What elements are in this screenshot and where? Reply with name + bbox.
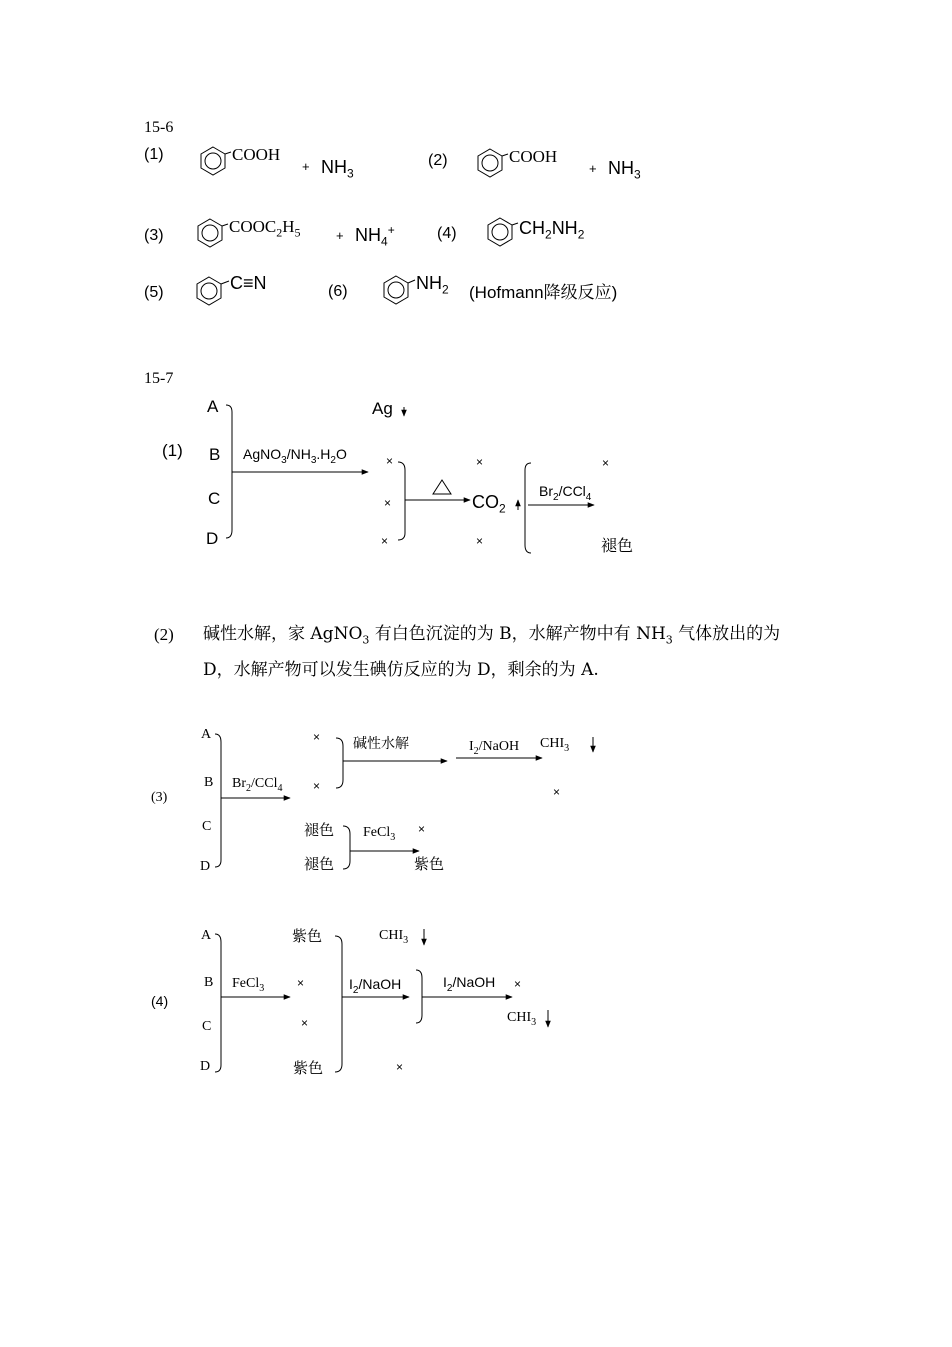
- negative-mark: ×: [553, 785, 561, 799]
- silver-precipitate: Ag: [372, 399, 393, 418]
- cooc2h5-label: $COOC_2H_5$: [229, 217, 301, 240]
- negative-mark: ×: [602, 456, 610, 470]
- ch2nh2-label: $CH_2NH_2$: [519, 218, 585, 242]
- benzene-ring-6: [384, 276, 415, 304]
- part-2-label: (2): [154, 625, 174, 644]
- purple-label-a: 紫色: [292, 927, 323, 945]
- section-heading-15-7: 15-7: [144, 370, 174, 387]
- nh2-label: $NH_2$: [416, 273, 449, 297]
- compound-b-1: B: [209, 445, 221, 464]
- item-number-5: (5): [144, 284, 164, 301]
- compound-b-4: B: [204, 975, 214, 990]
- co2-label: $CO_2$: [472, 492, 506, 516]
- chi3-label-4a: $CHI_3$: [379, 928, 409, 946]
- negative-mark: ×: [386, 454, 394, 468]
- nh4-label: $NH_4^+$: [355, 223, 395, 249]
- compound-a-4: A: [201, 928, 212, 943]
- brace-7: [215, 934, 221, 1072]
- part-3-label: (3): [151, 790, 168, 805]
- part-1-label: (1): [162, 441, 183, 460]
- plus-sign-3: +: [336, 228, 344, 243]
- hofmann-note: (Hofmann降级反应): [469, 283, 618, 302]
- part-2-line-2: D，水解产物可以发生碘仿反应的为 D，剩余的为 A.: [203, 660, 599, 680]
- negative-mark: ×: [384, 496, 392, 510]
- nitrile-label: C≡N: [230, 273, 267, 293]
- item-number-4: (4): [437, 225, 457, 242]
- plus-sign-2: +: [589, 161, 597, 176]
- reagent-fecl3-3: FeCl$_3$: [363, 825, 396, 843]
- heat-triangle: [433, 480, 451, 494]
- compound-d-4: D: [200, 1059, 211, 1074]
- purple-label-3: 紫色: [414, 855, 445, 873]
- negative-mark: ×: [514, 977, 522, 991]
- item-number-1: (1): [144, 146, 164, 163]
- decolor-label-d: 褪色: [304, 855, 335, 873]
- compound-a-3: A: [201, 727, 212, 742]
- benzene-ring-2: [478, 149, 508, 177]
- cooh-label-1: COOH: [232, 145, 281, 164]
- compound-c-3: C: [202, 819, 212, 834]
- item-number-6: (6): [328, 283, 348, 300]
- hydrolysis-label: 碱性水解: [353, 736, 409, 752]
- reagent-br2-3: $Br_2/CCl_4$: [232, 776, 283, 794]
- benzene-ring-4: [488, 218, 518, 246]
- brace-4: [215, 734, 221, 867]
- reagent-i2-3: $I_2$/NaOH: [469, 739, 520, 757]
- decolor-label-1: 褪色: [601, 536, 634, 555]
- brace-5: [336, 738, 343, 788]
- compound-d-1: D: [206, 529, 219, 548]
- reagent-agno3: $AgNO_3/NH_3.H_2O$: [243, 446, 347, 466]
- negative-mark: ×: [418, 822, 426, 836]
- chi3-label-4b: $CHI_3$: [507, 1010, 537, 1028]
- nh3-label-1: $NH_3$: [321, 157, 354, 181]
- compound-d-3: D: [200, 859, 211, 874]
- reagent-i2-4a: $I_2$/NaOH: [349, 976, 402, 996]
- negative-mark: ×: [297, 976, 305, 990]
- compound-b-3: B: [204, 775, 214, 790]
- brace-6: [343, 826, 350, 869]
- section-heading-15-6: 15-6: [144, 119, 174, 136]
- purple-label-d: 紫色: [293, 1059, 324, 1077]
- decolor-label-c: 褪色: [304, 821, 335, 839]
- compound-a-1: A: [207, 397, 219, 416]
- benzene-ring-3: [198, 219, 228, 247]
- nh3-label-2: $NH_3$: [608, 158, 641, 182]
- negative-mark: ×: [396, 1060, 404, 1074]
- benzene-ring-5: [197, 277, 229, 305]
- part-4-label: (4): [151, 993, 169, 1009]
- brace-2: [398, 462, 405, 540]
- benzene-ring-1: [201, 147, 231, 175]
- negative-mark: ×: [476, 455, 484, 469]
- negative-mark: ×: [313, 730, 321, 744]
- brace-3: [525, 463, 531, 553]
- brace-1: [226, 405, 232, 538]
- reagent-i2-4b: $I_2$/NaOH: [443, 974, 496, 994]
- compound-c-1: C: [208, 489, 221, 508]
- negative-mark: ×: [381, 534, 389, 548]
- negative-mark: ×: [301, 1016, 309, 1030]
- brace-9: [416, 970, 422, 1023]
- item-number-3: (3): [144, 227, 164, 244]
- plus-sign-1: +: [302, 159, 310, 174]
- chi3-label-3: $CHI_3$: [540, 736, 570, 754]
- reagent-br2-1: $Br_2/CCl_4$: [539, 483, 592, 503]
- compound-c-4: C: [202, 1019, 212, 1034]
- cooh-label-2: COOH: [509, 147, 558, 166]
- reagent-fecl3-4: FeCl$_3$: [232, 976, 265, 994]
- part-2-line-1: 碱性水解，家 AgNO$_3$ 有白色沉淀的为 B，水解产物中有 $NH_3$ 气体放出的为: [203, 624, 781, 647]
- negative-mark: ×: [313, 779, 321, 793]
- brace-8: [335, 936, 342, 1072]
- negative-mark: ×: [476, 534, 484, 548]
- item-number-2: (2): [428, 152, 448, 169]
